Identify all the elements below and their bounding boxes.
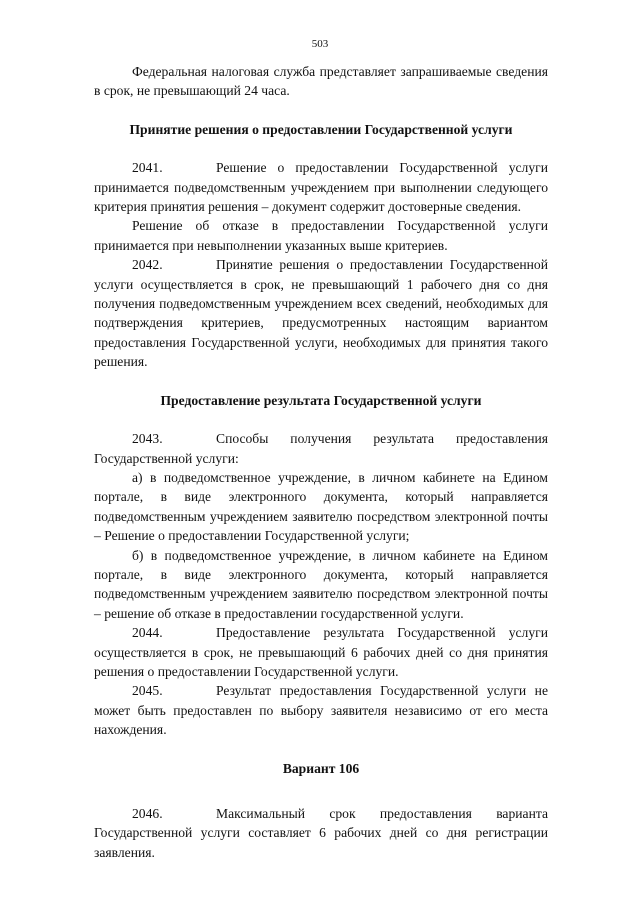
document-body: [94, 62, 548, 862]
paragraph-2041: [94, 158, 548, 216]
paragraph-text: Принятие решения о предоставлении Государственной услуги осуществляется в срок, не превышающий 1 рабочего дня со дня получения подведомственным учреждением всех сведений, необходимых для подтверждения критериев, предусмотренных настоящим вариантом предоставления Государственной услуги, необходимых для принятия такого решения.: [94, 257, 548, 370]
paragraph-text: Способы получения результата предоставления Государственной услуги:: [94, 431, 548, 466]
paragraph-number: 2042.: [132, 257, 163, 273]
paragraph-text: Предоставление результата Государственной услуги осуществляется в срок, не превышающий 6 рабочих дней со дня принятия решения о предоставлении Государственной услуги.: [94, 625, 548, 679]
paragraph-number: 2043.: [132, 431, 163, 447]
paragraph-text: Решение о предоставлении Государственной услуги принимается подведомственным учреждением при выполнении следующего критерия принятия решения – документ содержит достоверные сведения.: [94, 160, 548, 215]
paragraph-2046: [94, 804, 548, 862]
paragraph-refusal: Решение об отказе в предоставлении Государственной услуги принимается при невыполнении указанных выше критериев.: [94, 218, 548, 253]
paragraph-number: 2046.: [132, 806, 163, 821]
page-number: 503: [311, 38, 329, 50]
section-heading-decision: Принятие решения о предоставлении Государственной услуги: [129, 121, 513, 137]
paragraph-number: 2041.: [132, 160, 163, 176]
paragraph-number: 2044.: [132, 625, 163, 641]
paragraph-2042: [94, 255, 548, 371]
list-item-b: б) в подведомственное учреждение, в личном кабинете на Едином портале, в виде электронного документа, который направляется подведомственным учреждением заявителю посредством электронной почты – решение об отказе в предоставлении государственной услуги.: [94, 547, 548, 621]
paragraph-2043: [94, 429, 548, 468]
paragraph-2045: [94, 681, 548, 739]
intro-paragraph: Федеральная налоговая служба представляет запрашиваемые сведения в срок, не превышающий 24 часа.: [94, 64, 548, 99]
list-item-a: а) в подведомственное учреждение, в личном кабинете на Едином портале, в виде электронного документа, который направляется подведомственным учреждением заявителю посредством электронной почты – Решение о предоставлении Государственной услуги;: [94, 469, 548, 544]
paragraph-text: Максимальный срок предоставления варианта Государственной услуги составляет 6 рабочих дней со дня регистрации заявления.: [94, 806, 548, 860]
paragraph-text: Результат предоставления Государственной услуги не может быть предоставлен по выбору заявителя независимо от его места нахождения.: [94, 683, 548, 738]
paragraph-2044: [94, 623, 548, 681]
paragraph-number: 2045.: [132, 683, 163, 699]
section-heading-result: Предоставление результата Государственной услуги: [160, 392, 482, 408]
section-heading-variant: Вариант 106: [282, 760, 360, 776]
